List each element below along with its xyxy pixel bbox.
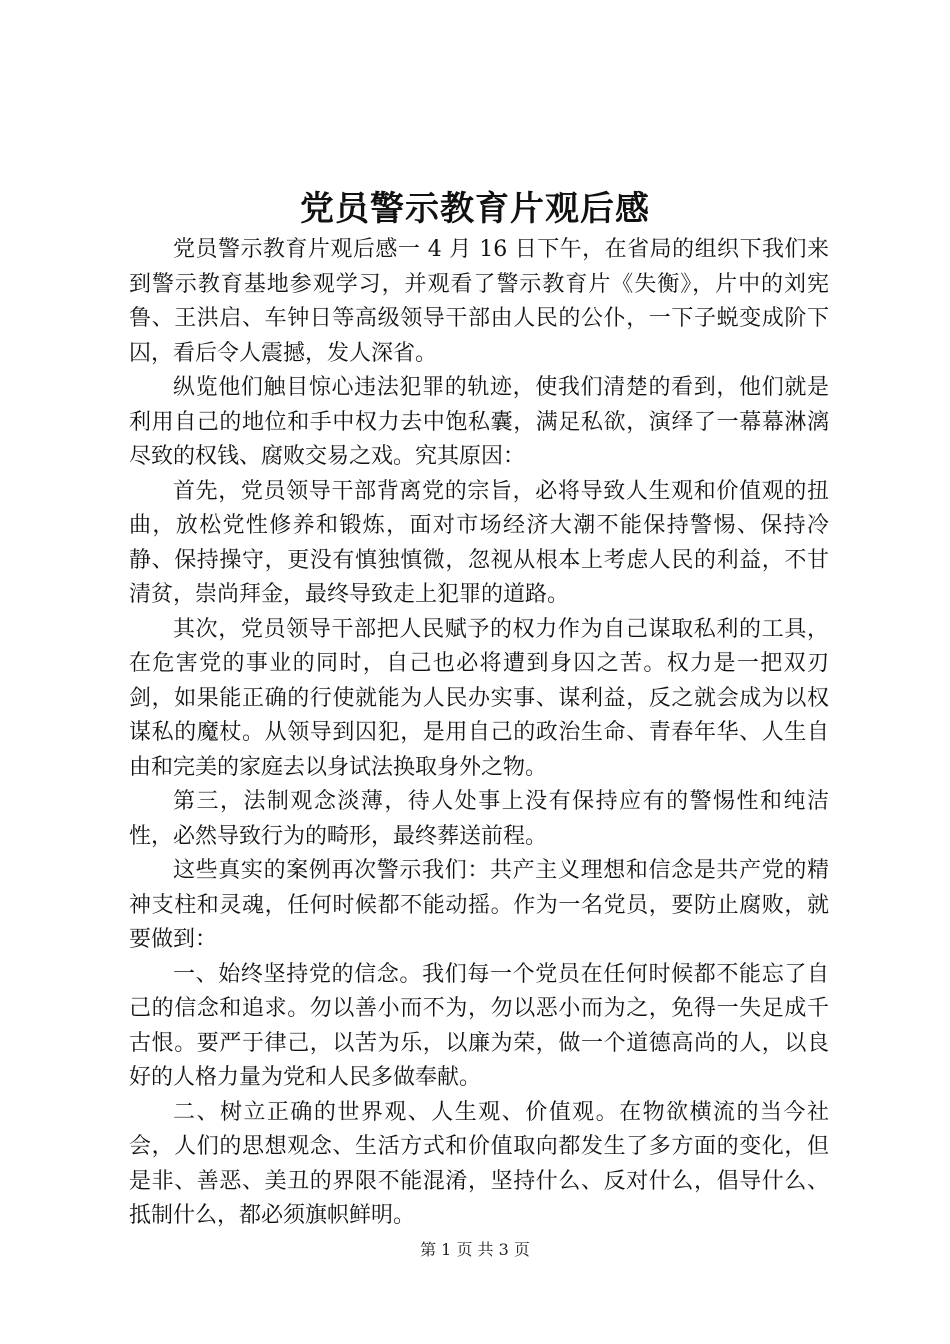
paragraph-point-two: 二、树立正确的世界观、人生观、价值观。在物欲横流的当今社会，人们的思想观念、生活方式和价值取向都发生了多方面的变化，但是非、善恶、美丑的界限不能混淆，坚持什么、反对什么，倡导什么、抵制什么，都必须旗帜鲜明。: [129, 1099, 829, 1228]
page-title: 党员警示教育片观后感: [300, 189, 650, 229]
paragraph-overview: 纵览他们触目惊心违法犯罪的轨迹，使我们清楚的看到，他们就是利用自己的地位和手中权力去中饱私囊，满足私欲，演绎了一幕幕淋漓尽致的权钱、腐败交易之戏。究其原因：: [129, 375, 829, 469]
paragraph-point-one: 一、始终坚持党的信念。我们每一个党员在任何时候都不能忘了自己的信念和追求。勿以善小而不为，勿以恶小而为之，免得一失足成千古恨。要严于律己，以苦为乐，以廉为荣，做一个道德高尚的人，以良好的人格力量为党和人民多做奉献。: [129, 961, 829, 1090]
document-body: [129, 233, 829, 1234]
paragraph-second-reason: 其次，党员领导干部把人民赋予的权力作为自己谋取私利的工具，在危害党的事业的同时，自己也必将遭到身囚之苦。权力是一把双刃剑，如果能正确的行使就能为人民办实事、谋利益，反之就会成为以权谋私的魔杖。从领导到囚犯，是用自己的政治生命、青春年华、人生自由和完美的家庭去以身试法换取身外之物。: [129, 616, 829, 780]
paragraph-intro: 党员警示教育片观后感一 4 月 16 日下午，在省局的组织下我们来到警示教育基地参观学习，并观看了警示教育片《失衡》，片中的刘宪鲁、王洪启、车钟日等高级领导干部由人民的公仆，一下子蜕变成阶下囚，看后令人震撼，发人深省。: [129, 237, 829, 366]
page-number-footer: 第 1 页 共 3 页: [420, 1240, 530, 1259]
paragraph-warning: 这些真实的案例再次警示我们：共产主义理想和信念是共产党的精神支柱和灵魂，任何时候都不能动摇。作为一名党员，要防止腐败，就要做到：: [129, 858, 829, 952]
paragraph-first-reason: 首先，党员领导干部背离党的宗旨，必将导致人生观和价值观的扭曲，放松党性修养和锻炼，面对市场经济大潮不能保持警惕、保持冷静、保持操守，更没有慎独慎微，忽视从根本上考虑人民的利益，不甘清贫，崇尚拜金，最终导致走上犯罪的道路。: [129, 478, 829, 607]
paragraph-third-reason: 第三，法制观念淡薄，待人处事上没有保持应有的警惕性和纯洁性，必然导致行为的畸形，最终葬送前程。: [129, 789, 829, 849]
